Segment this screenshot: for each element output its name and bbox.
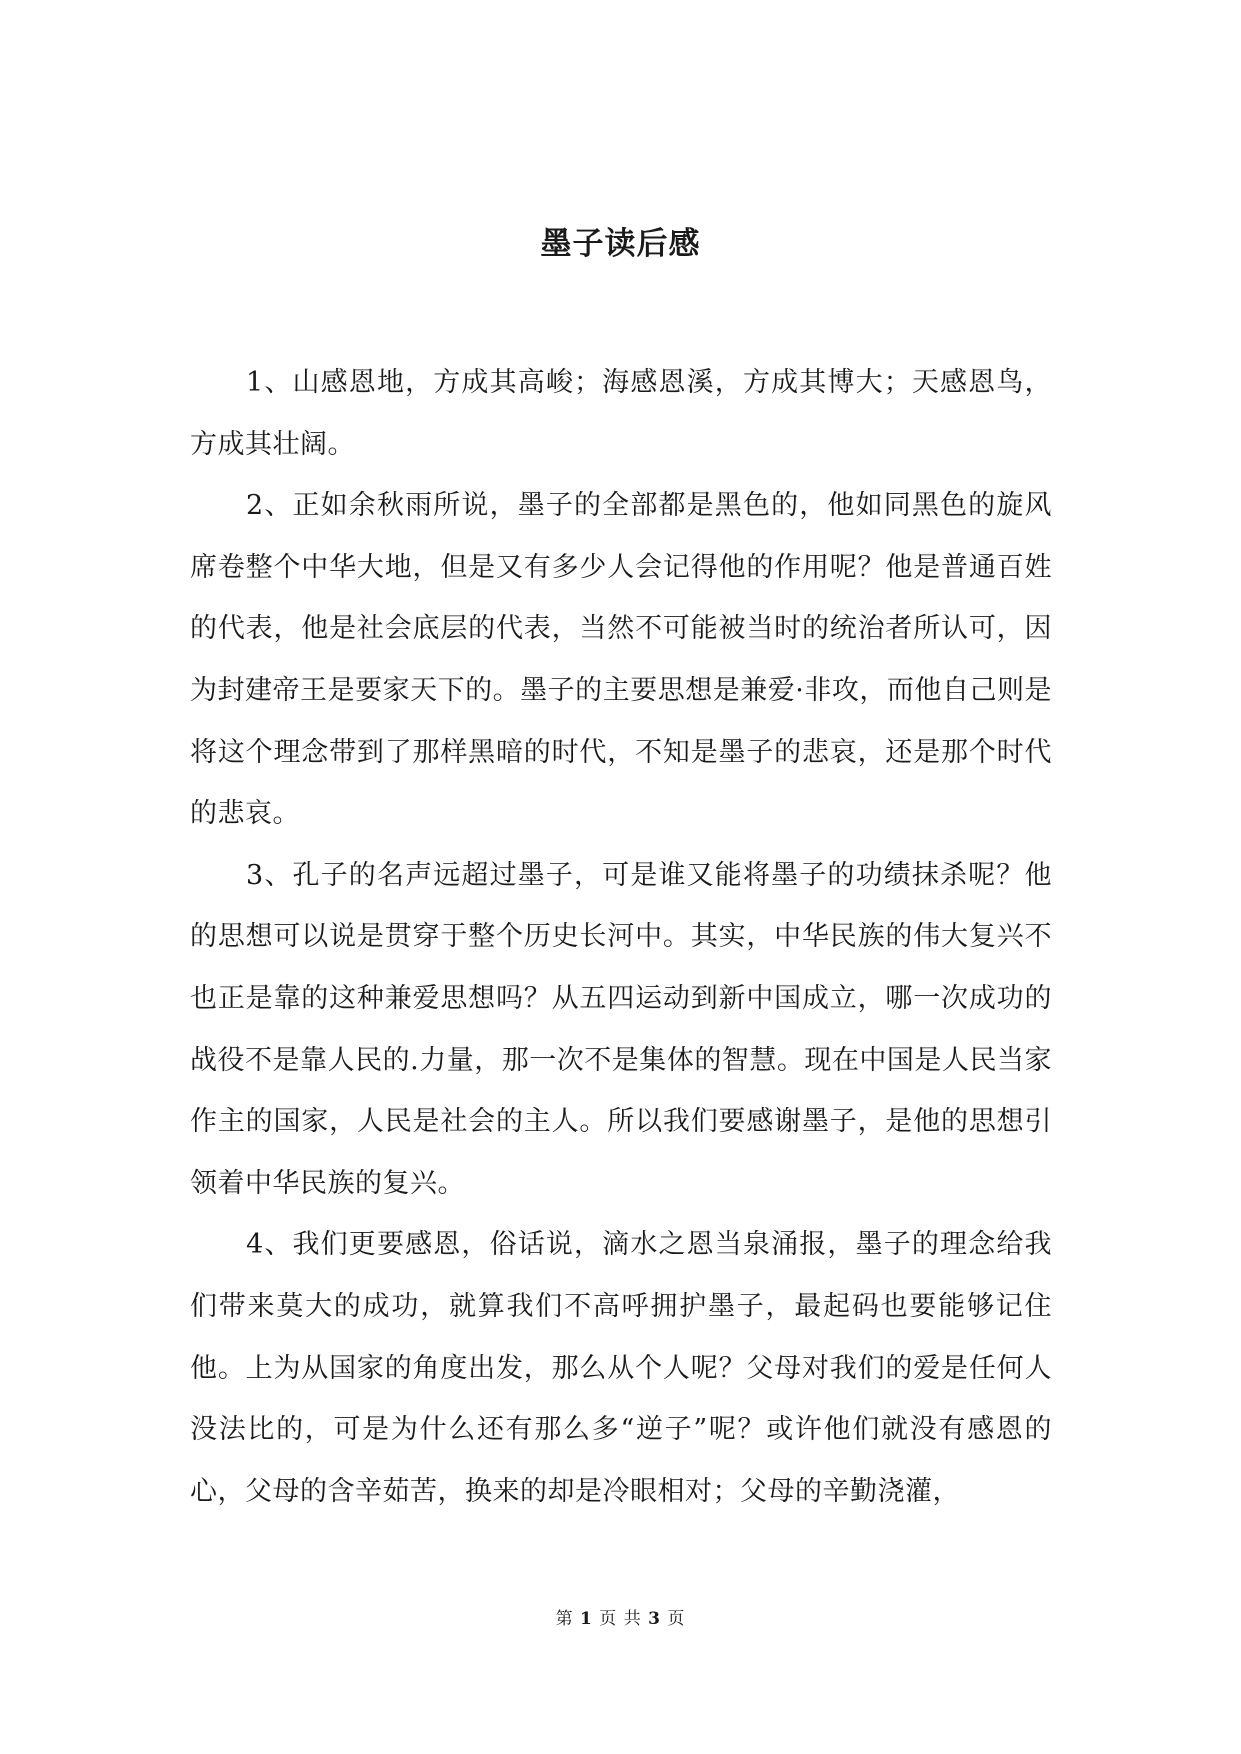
page-footer: [0, 1607, 1241, 1631]
paragraph-3: 3、孔子的名声远超过墨子，可是谁又能将墨子的功绩抹杀呢？他的思想可以说是贯穿于整个历史长河中。其实，中华民族的伟大复兴不也正是靠的这种兼爱思想吗？从五四运动到新中国成立，哪一次成功的战役不是靠人民的.力量，那一次不是集体的智慧。现在中国是人民当家作主的国家，人民是社会的主人。所以我们要感谢墨子，是他的思想引领着中华民族的复兴。: [190, 859, 1052, 1199]
document-title: 墨子读后感: [540, 226, 701, 262]
document-body: [190, 352, 1052, 1522]
paragraph-1: 1、山感恩地，方成其高峻；海感恩溪，方成其博大；天感恩鸟，方成其壮阔。: [190, 367, 1052, 460]
footer-middle: 页 共: [599, 1609, 642, 1629]
footer-suffix: 页: [667, 1609, 686, 1629]
paragraph-2: 2、正如余秋雨所说，墨子的全部都是黑色的，他如同黑色的旋风席卷整个中华大地，但是又有多少人会记得他的作用呢？他是普通百姓的代表，他是社会底层的代表，当然不可能被当时的统治者所认可，因为封建帝王是要家天下的。墨子的主要思想是兼爱·非攻，而他自己则是将这个理念带到了那样黑暗的时代，不知是墨子的悲哀，还是那个时代的悲哀。: [190, 490, 1052, 830]
footer-page-number: 1: [580, 1609, 593, 1629]
footer-prefix: 第: [555, 1609, 574, 1629]
paragraph-4: 4、我们更要感恩，俗话说，滴水之恩当泉涌报，墨子的理念给我们带来莫大的成功，就算我们不高呼拥护墨子，最起码也要能够记住他。上为从国家的角度出发，那么从个人呢？父母对我们的爱是任何人没法比的，可是为什么还有那么多“逆子”呢？或许他们就没有感恩的心，父母的含辛茹苦，换来的却是冷眼相对；父母的辛勤浇灌，: [190, 1229, 1052, 1507]
footer-total-pages: 3: [648, 1609, 661, 1629]
